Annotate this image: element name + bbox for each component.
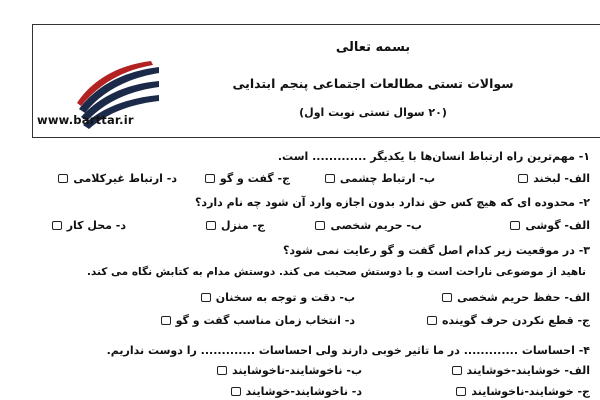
q3-option-a[interactable]: [442, 291, 590, 304]
checkbox-icon[interactable]: [510, 221, 520, 230]
q1-option-b[interactable]: [325, 172, 435, 185]
q2-option-a[interactable]: [510, 219, 590, 232]
option-label: ج- گفت و گو: [219, 172, 290, 185]
option-label: الف- خوشایند-خوشایند: [466, 364, 590, 377]
q2-option-c[interactable]: [206, 219, 265, 232]
checkbox-icon[interactable]: [161, 316, 171, 325]
checkbox-icon[interactable]: [442, 293, 452, 302]
option-label: د- انتخاب زمان مناسب گفت و گو: [175, 314, 355, 327]
checkbox-icon[interactable]: [231, 387, 241, 396]
question-3-scenario: ناهید از موضوعی ناراحت است و با دوستش صحبت می کند. دوستش مدام به کتابش نگاه می کند.: [86, 266, 586, 278]
header-box: [32, 24, 600, 138]
option-label: ب- ارتباط چشمی: [339, 172, 435, 185]
option-label: الف- لبخند: [533, 172, 590, 185]
question-2: ۲- محدوده ای که هیچ کس حق ندارد بدون اجازه وارد آن شود چه نام دارد؟: [195, 196, 590, 209]
q3-option-d[interactable]: [161, 314, 355, 327]
option-label: الف- حفظ حریم شخصی: [457, 291, 590, 304]
question-1: ۱- مهم‌ترین راه ارتباط انسان‌ها با یکدیگر ............. است.: [277, 150, 590, 163]
option-label: ج- منزل: [220, 219, 265, 232]
question-3: ۳- در موقعیت زیر کدام اصل گفت و گو رعایت نمی شود؟: [283, 244, 590, 257]
q4-option-d[interactable]: [231, 385, 362, 398]
option-label: ب- دقت و توجه به سخنان: [215, 291, 355, 304]
q2-option-b[interactable]: [315, 219, 422, 232]
checkbox-icon[interactable]: [58, 174, 68, 183]
checkbox-icon[interactable]: [201, 293, 211, 302]
exam-note: (۲۰ سوال تستی نوبت اول): [299, 106, 447, 119]
option-label: ج- خوشایند-ناخوشایند: [471, 385, 590, 398]
option-label: ج- قطع نکردن حرف گوینده: [442, 314, 590, 327]
q3-option-c[interactable]: [427, 314, 590, 327]
q3-option-b[interactable]: [201, 291, 355, 304]
checkbox-icon[interactable]: [205, 174, 215, 183]
checkbox-icon[interactable]: [456, 387, 466, 396]
header-titles: [183, 25, 563, 135]
option-label: د- ناخوشایند-خوشایند: [245, 385, 362, 398]
checkbox-icon[interactable]: [518, 174, 528, 183]
q1-option-c[interactable]: [205, 172, 290, 185]
q1-option-a[interactable]: [518, 172, 590, 185]
checkbox-icon[interactable]: [452, 366, 462, 375]
checkbox-icon[interactable]: [52, 221, 62, 230]
exam-subtitle: سوالات تستی مطالعات اجتماعی پنجم ابتدایی: [232, 76, 514, 91]
page-title: بسمه تعالی: [335, 40, 411, 55]
option-label: د- محل کار: [66, 219, 126, 232]
option-label: الف- گوشی: [525, 219, 590, 232]
q4-option-a[interactable]: [452, 364, 590, 377]
q4-option-b[interactable]: [217, 364, 362, 377]
site-url: www.barttar.ir: [37, 113, 134, 127]
option-label: ب- حریم شخصی: [330, 219, 422, 232]
question-4: ۴- احساسات ............. در ما تاثیر خوبی دارند ولی احساسات ............. را دوست نداریم.: [106, 344, 590, 357]
checkbox-icon[interactable]: [217, 366, 227, 375]
q2-option-d[interactable]: [52, 219, 126, 232]
option-label: د- ارتباط غیرکلامی: [73, 172, 177, 185]
option-label: ب- ناخوشایند-ناخوشایند: [231, 364, 362, 377]
checkbox-icon[interactable]: [206, 221, 216, 230]
checkbox-icon[interactable]: [325, 174, 335, 183]
q1-option-d[interactable]: [58, 172, 177, 185]
checkbox-icon[interactable]: [315, 221, 325, 230]
q4-option-c[interactable]: [456, 385, 590, 398]
checkbox-icon[interactable]: [427, 316, 437, 325]
